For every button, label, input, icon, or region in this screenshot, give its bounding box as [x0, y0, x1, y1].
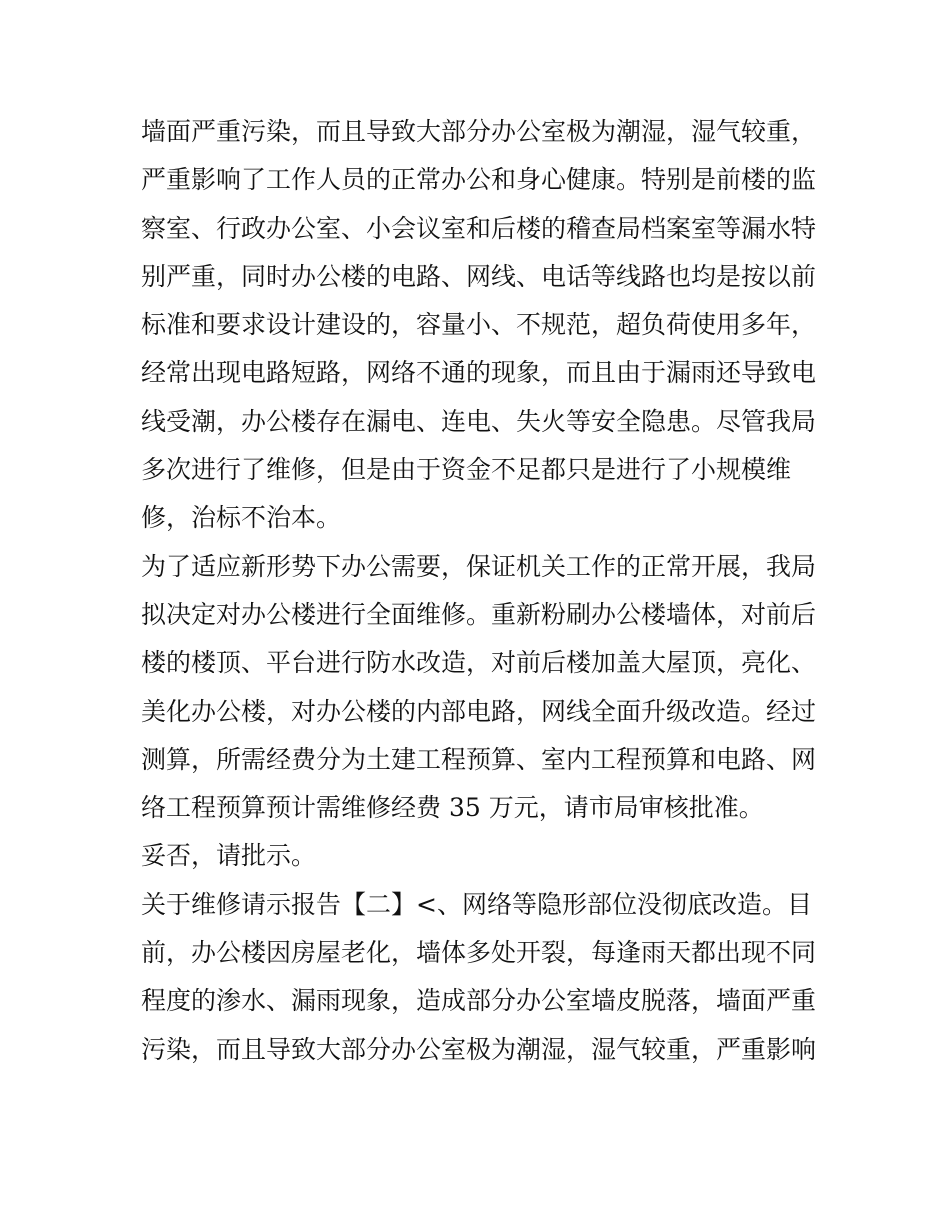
text-line: 美化办公楼，对办公楼的内部电路，网线全面升级改造。经过 [141, 696, 817, 726]
text-line: 墙面严重污染，而且导致大部分办公室极为潮湿，湿气较重， [141, 117, 817, 146]
text-line: 络工程预算预计需维修经费 35 万元，请市局审核批准。 [141, 793, 764, 823]
text-line: 拟决定对办公楼进行全面维修。重新粉刷办公楼墙体，对前后 [141, 599, 817, 629]
text-line: 污染，而且导致大部分办公室极为潮湿，湿气较重，严重影响 [141, 1034, 817, 1064]
text-line: 别严重，同时办公楼的电路、网线、电话等线路也均是按以前 [141, 261, 817, 291]
text-line: 多次进行了维修，但是由于资金不足都只是进行了小规模维 [141, 455, 792, 485]
text-line: 察室、行政办公室、小会议室和后楼的稽查局档案室等漏水特 [141, 213, 817, 243]
text-line: 楼的楼顶、平台进行防水改造，对前后楼加盖大屋顶，亮化、 [141, 648, 817, 678]
text-line: 标准和要求设计建设的，容量小、不规范，超负荷使用多年， [141, 310, 817, 340]
text-line: 严重影响了工作人员的正常办公和身心健康。特别是前楼的监 [141, 165, 817, 195]
text-line: 妥否，请批示。 [141, 841, 317, 871]
text-line: 前，办公楼因房屋老化，墙体多处开裂，每逢雨天都出现不同 [141, 938, 817, 968]
text-line: 为了适应新形势下办公需要，保证机关工作的正常开展，我局 [141, 551, 817, 581]
document-body [141, 108, 821, 1074]
text-line: 修，治标不治本。 [141, 503, 342, 533]
text-line: 测算，所需经费分为土建工程预算、室内工程预算和电路、网 [141, 744, 817, 774]
text-line: 经常出现电路短路，网络不通的现象，而且由于漏雨还导致电 [141, 358, 817, 388]
text-line: 程度的渗水、漏雨现象，造成部分办公室墙皮脱落，墙面严重 [141, 986, 817, 1016]
text-line: 线受潮，办公楼存在漏电、连电、失火等安全隐患。尽管我局 [141, 406, 817, 436]
text-line: 关于维修请示报告【二】<、网络等隐形部位没彻底改造。目 [141, 889, 812, 919]
